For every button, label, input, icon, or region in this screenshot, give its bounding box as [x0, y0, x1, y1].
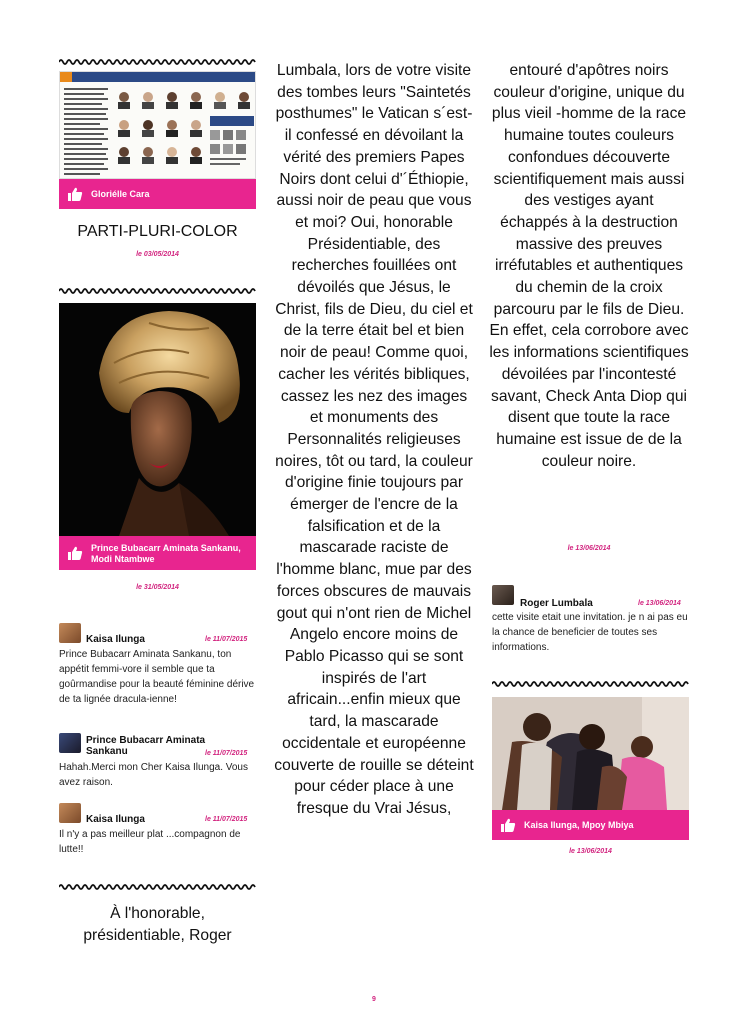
divider	[492, 679, 689, 689]
post-date: le 31/05/2014	[136, 584, 179, 591]
likes-bar	[59, 179, 256, 209]
article-intro-text: À l'honorable, présidentiable, Roger	[83, 905, 232, 944]
divider	[59, 286, 256, 296]
comment-text: cette visite etait une invitation. je n ai pas eu la chance de beneficier de toutes ses informations.	[492, 612, 688, 653]
post-title: PARTI-PLURI-COLOR	[77, 223, 238, 240]
portrait-photo[interactable]	[59, 303, 256, 536]
avatar[interactable]	[492, 585, 514, 605]
comment-author[interactable]: Roger Lumbala	[520, 598, 593, 609]
likes-bar	[59, 536, 256, 570]
comment-text: Il n'y a pas meilleur plat ...compagnon de lutte!!	[59, 829, 241, 855]
thumbs-up-icon[interactable]	[67, 187, 83, 202]
likes-bar	[492, 810, 689, 840]
comment-author[interactable]: Prince Bubacarr Aminata Sankanu	[86, 735, 206, 757]
comment-date: le 11/07/2015	[205, 750, 248, 757]
thumbs-up-icon[interactable]	[500, 818, 516, 833]
comment-text: Prince Bubacarr Aminata Sankanu, ton appétit femmi-vore il semble que ta goûrmandise pour la beauté féminine dérive de ta lignée dracula-ienne!	[59, 649, 255, 705]
likes-names[interactable]: Gloriélle Cara	[91, 189, 150, 199]
divider	[59, 882, 256, 892]
group-photo[interactable]	[492, 697, 689, 810]
avatar[interactable]	[59, 803, 81, 823]
likes-names[interactable]: Prince Bubacarr Aminata Sankanu, Modi Ntambwe	[91, 543, 241, 564]
comment-date: le 13/06/2014	[638, 600, 681, 607]
comment-date: le 11/07/2015	[205, 816, 248, 823]
document-thumbnail[interactable]	[59, 71, 256, 179]
comment-text: Hahah.Merci mon Cher Kaisa Ilunga. Vous avez raison.	[59, 762, 248, 788]
post-date: le 03/05/2014	[136, 251, 179, 258]
post-date: le 13/06/2014	[567, 545, 611, 552]
post-date: le 13/06/2014	[569, 848, 612, 855]
article-body-middle: Lumbala, lors de votre visite des tombes leurs "Saintetés posthumes" le Vatican s´est-il confessé en dévoilant la vérité des premiers Papes Noirs dont celui d'´Éthiopie, aussi noir de peau que vous et moi? Oui, honorable Présidentiable, des recherches fouillées ont dévoilés que Jésus, le Christ, fils de Dieu, du ciel et de la terre était bel et bien noir de peau! Comme quoi, cacher les vérités bibliques, cassez les nez des images et monuments des Personnalités religieuses noires, tôt ou tard, la couleur d'origine finie toujours par émerger de l'encre de la falsification et de la mascarade raciste de l'homme blanc, mue par des forces obscures de mauvais gout qui n'ont rien de Michel Angelo encore moins de Pablo Picasso qui se sont inspirés de l'art africain...enfin mieux que tard, la mascarade occidentale et européenne couverte de rouille se déteint pour céder place à une fresque du Vrai Jésus,	[274, 62, 474, 817]
avatar[interactable]	[59, 733, 81, 753]
divider	[59, 57, 256, 67]
comment-date: le 11/07/2015	[205, 636, 248, 643]
comment-author[interactable]: Kaisa Ilunga	[86, 634, 145, 645]
article-body-right: entouré d'apôtres noirs couleur d'origine, unique du plus vieil -homme de la race humaine toutes couleurs confondues découverte scientifiquement mais aussi des vestiges ayant échappés à la destruction massive des preuves irréfutables et authentiques du chemin de la croix parcouru par le fils de Dieu. En effet, cela corrobore avec les informations scientifiques dévoilées par l'incontesté savant, Check Anta Diop qui disent que toute la race humaine est issue de de la couleur noire.	[489, 62, 689, 470]
avatar[interactable]	[59, 623, 81, 643]
comment-author[interactable]: Kaisa Ilunga	[86, 814, 145, 825]
thumbs-up-icon[interactable]	[67, 546, 83, 561]
page-number: 9	[372, 996, 376, 1003]
likes-names[interactable]: Kaisa Ilunga, Mpoy Mbiya	[524, 820, 634, 830]
